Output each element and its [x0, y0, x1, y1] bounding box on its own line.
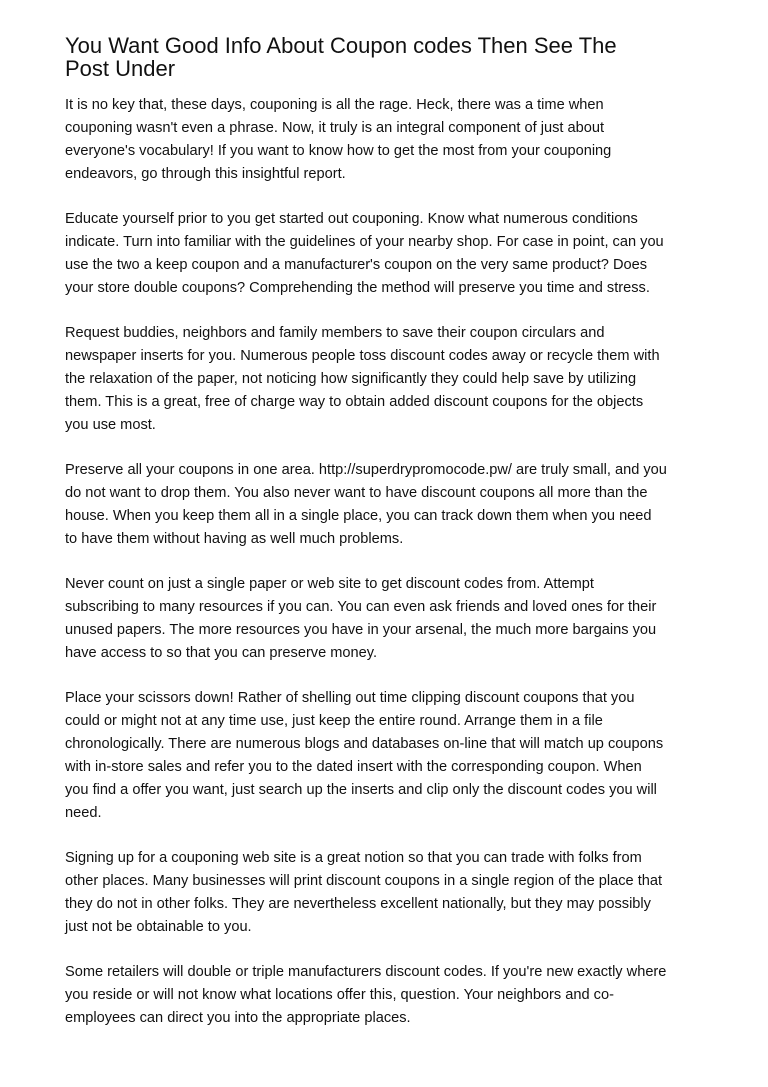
paragraph-never-count [65, 573, 715, 665]
text-line: Educate yourself prior to you get started out couponing. Know what numerous conditions [65, 211, 638, 227]
text-line: indicate. Turn into familiar with the guidelines of your nearby shop. For case in point, can you [65, 234, 664, 250]
text-line: your store double coupons? Comprehending the method will preserve you time and stress. [65, 280, 650, 296]
text-line: subscribing to many resources if you can. You can even ask friends and loved ones for their [65, 599, 657, 615]
text-line: Preserve all your coupons in one area. http://superdrypromocode.pw/ are truly small, and you [65, 462, 667, 478]
text-line: you reside or will not know what locations offer this, question. Your neighbors and co- [65, 987, 614, 1003]
text-line: use the two a keep coupon and a manufacturer's coupon on the very same product? Does [65, 257, 648, 273]
document-page [65, 34, 715, 1052]
title-line: You Want Good Info About Coupon codes Then See The [65, 33, 617, 58]
text-line: other places. Many businesses will print discount coupons in a single region of the place that [65, 873, 663, 889]
text-line: they do not in other folks. They are nevertheless excellent nationally, but they may possibly [65, 896, 651, 912]
paragraph-request [65, 322, 715, 437]
paragraph-retailers [65, 961, 715, 1030]
paragraph-educate [65, 208, 715, 300]
text-line: them. This is a great, free of charge way to obtain added discount coupons for the objects [65, 394, 644, 410]
text-line: need. [65, 805, 102, 821]
paragraph-intro [65, 94, 715, 186]
text-line: It is no key that, these days, couponing is all the rage. Heck, there was a time when [65, 97, 604, 113]
text-line: Never count on just a single paper or web site to get discount codes from. Attempt [65, 576, 594, 592]
text-line: to have them without having as well much problems. [65, 531, 404, 547]
text-line: you use most. [65, 417, 156, 433]
title-line: Post Under [65, 56, 176, 81]
text-line: couponing wasn't even a phrase. Now, it truly is an integral component of just about [65, 120, 605, 136]
page-title [65, 34, 715, 80]
text-line: Some retailers will double or triple manufacturers discount codes. If you're new exactly where [65, 964, 667, 980]
text-line: Request buddies, neighbors and family members to save their coupon circulars and [65, 325, 605, 341]
text-line: Place your scissors down! Rather of shelling out time clipping discount coupons that you [65, 690, 635, 706]
text-line: with in-store sales and refer you to the dated insert with the corresponding coupon. When [65, 759, 642, 775]
text-line: Signing up for a couponing web site is a great notion so that you can trade with folks from [65, 850, 642, 866]
text-line: unused papers. The more resources you have in your arsenal, the much more bargains you [65, 622, 657, 638]
text-line: endeavors, go through this insightful report. [65, 166, 346, 182]
text-line: do not want to drop them. You also never want to have discount coupons all more than the [65, 485, 648, 501]
text-line: chronologically. There are numerous blogs and databases on-line that will match up coupons [65, 736, 664, 752]
text-line: everyone's vocabulary! If you want to know how to get the most from your couponing [65, 143, 612, 159]
text-line: house. When you keep them all in a single place, you can track down them when you need [65, 508, 652, 524]
paragraph-signing-up [65, 847, 715, 939]
text-line: employees can direct you into the appropriate places. [65, 1010, 411, 1026]
text-line: newspaper inserts for you. Numerous people toss discount codes away or recycle them with [65, 348, 660, 364]
text-line: have access to so that you can preserve money. [65, 645, 378, 661]
text-line: just not be obtainable to you. [65, 919, 252, 935]
text-line: could or might not at any time use, just keep the entire round. Arrange them in a file [65, 713, 603, 729]
text-line: you find a offer you want, just search up the inserts and clip only the discount codes you will [65, 782, 657, 798]
paragraph-preserve [65, 459, 715, 551]
paragraph-scissors [65, 687, 715, 825]
text-line: the relaxation of the paper, not noticing how significantly they could help save by utilizing [65, 371, 637, 387]
